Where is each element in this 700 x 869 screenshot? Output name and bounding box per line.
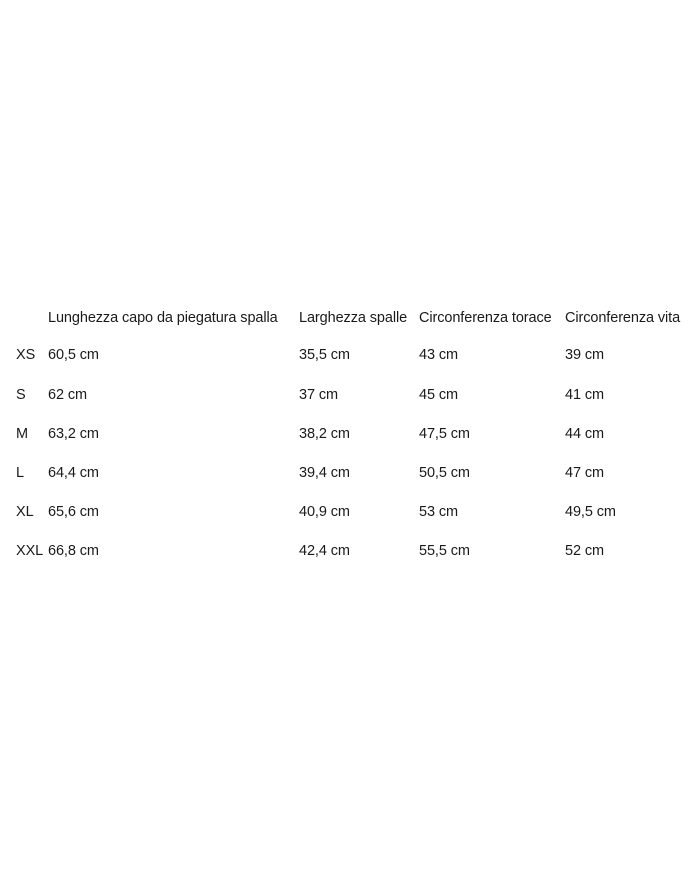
waist-value: 52 cm xyxy=(565,543,604,559)
size-label: L xyxy=(16,465,24,481)
chest-value: 55,5 cm xyxy=(419,543,470,559)
header-shoulder-width: Larghezza spalle xyxy=(299,310,408,326)
chest-value: 53 cm xyxy=(419,504,458,520)
shoulder-width-value: 38,2 cm xyxy=(299,426,350,442)
waist-value: 49,5 cm xyxy=(565,504,616,520)
waist-value: 39 cm xyxy=(565,347,604,363)
length-value: 66,8 cm xyxy=(48,543,99,559)
header-waist-circumference: Circonferenza vita xyxy=(565,310,681,326)
size-label: M xyxy=(16,426,28,442)
chest-value: 47,5 cm xyxy=(419,426,470,442)
chest-value: 43 cm xyxy=(419,347,458,363)
length-value: 63,2 cm xyxy=(48,426,99,442)
chest-value: 45 cm xyxy=(419,387,458,403)
size-label: XXL xyxy=(16,543,44,559)
length-value: 65,6 cm xyxy=(48,504,99,520)
header-length: Lunghezza capo da piegatura spalla xyxy=(48,310,278,326)
chest-value: 50,5 cm xyxy=(419,465,470,481)
shoulder-width-value: 35,5 cm xyxy=(299,347,350,363)
shoulder-width-value: 40,9 cm xyxy=(299,504,350,520)
shoulder-width-value: 37 cm xyxy=(299,387,338,403)
length-value: 60,5 cm xyxy=(48,347,99,363)
shoulder-width-value: 39,4 cm xyxy=(299,465,350,481)
header-chest-circumference: Circonferenza torace xyxy=(419,310,552,326)
waist-value: 44 cm xyxy=(565,426,604,442)
waist-value: 47 cm xyxy=(565,465,604,481)
size-label: XS xyxy=(16,347,36,363)
size-label: S xyxy=(16,387,26,403)
waist-value: 41 cm xyxy=(565,387,604,403)
length-value: 64,4 cm xyxy=(48,465,99,481)
shoulder-width-value: 42,4 cm xyxy=(299,543,350,559)
length-value: 62 cm xyxy=(48,387,87,403)
size-label: XL xyxy=(16,504,34,520)
